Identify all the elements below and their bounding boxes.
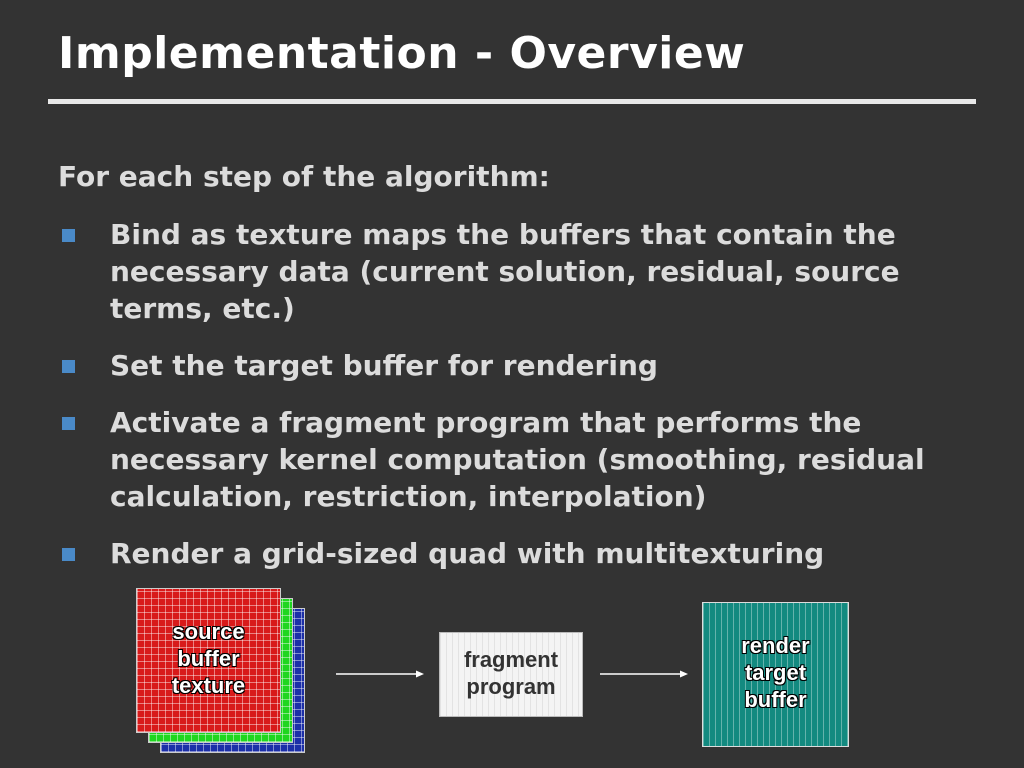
bullet-item <box>58 535 958 572</box>
target-label-line: buffer <box>744 687 807 712</box>
target-label-line: render <box>741 633 810 658</box>
source-label-line: source <box>172 619 245 644</box>
bullet-item <box>58 347 958 384</box>
render-target-label <box>702 632 849 713</box>
square-bullet-icon <box>62 229 75 242</box>
bullet-text: Render a grid-sized quad with multitexturing <box>110 537 825 570</box>
fragment-label-line: program <box>466 674 556 699</box>
square-bullet-icon <box>62 417 75 430</box>
arrow-icon <box>598 667 690 681</box>
bullet-text: Set the target buffer for rendering <box>110 349 658 382</box>
fragment-program-label <box>439 646 583 700</box>
source-label-line: buffer <box>177 646 240 671</box>
bullet-list <box>58 216 958 592</box>
arrow-icon <box>334 667 426 681</box>
bullet-item <box>58 216 958 327</box>
target-label-line: target <box>744 660 807 685</box>
source-buffer-label <box>136 618 281 699</box>
title-divider <box>48 99 976 104</box>
bullet-text: Activate a fragment program that performs the necessary kernel computation (smoothing, residual calculation, restriction, interpolation) <box>110 406 925 513</box>
intro-text: For each step of the algorithm: <box>58 160 550 193</box>
square-bullet-icon <box>62 360 75 373</box>
fragment-label-line: fragment <box>463 647 559 672</box>
source-label-line: texture <box>171 673 246 698</box>
bullet-text: Bind as texture maps the buffers that contain the necessary data (current solution, residual, source terms, etc.) <box>110 218 900 325</box>
bullet-item <box>58 404 958 515</box>
slide-title: Implementation - Overview <box>58 28 746 79</box>
square-bullet-icon <box>62 548 75 561</box>
